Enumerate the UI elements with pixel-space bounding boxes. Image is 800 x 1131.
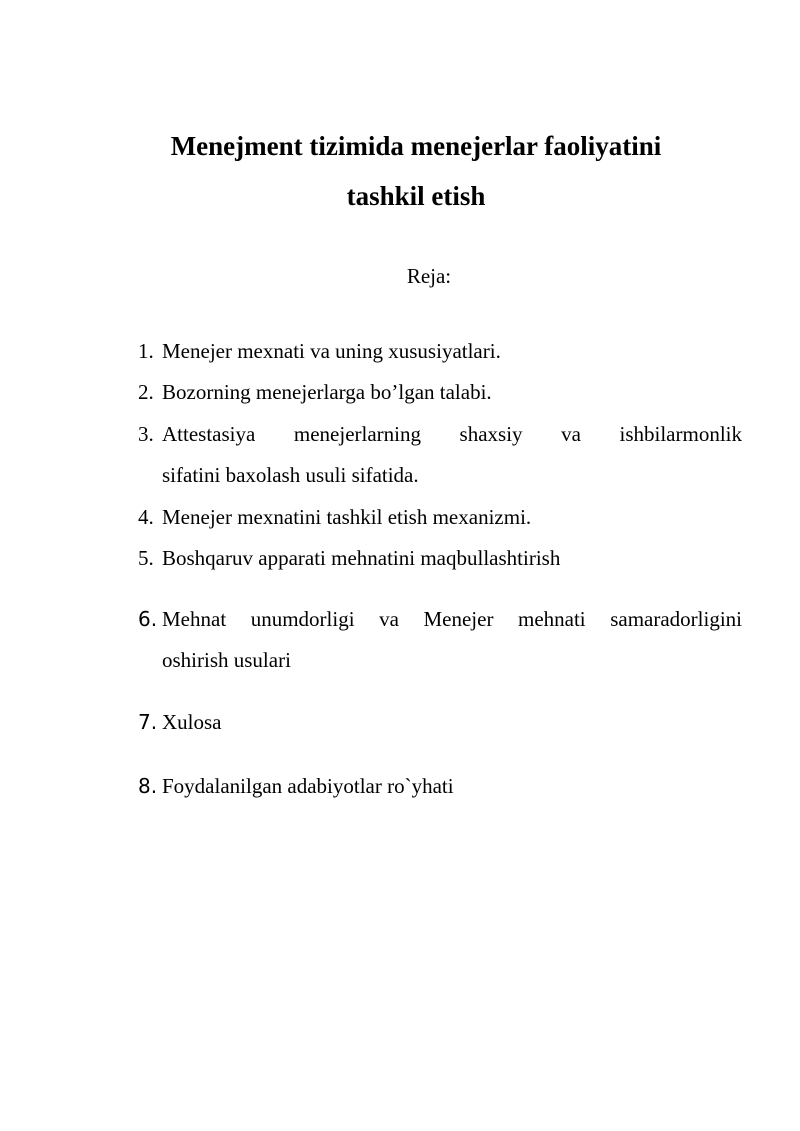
plan-item-text	[162, 414, 742, 496]
plan-item-6	[138, 599, 742, 681]
document-title-line-1: Menejment tizimida menejerlar faoliyatini	[170, 131, 662, 161]
plan-item-number: 1.	[138, 339, 154, 363]
plan-item-number: 7.	[138, 710, 158, 734]
plan-item-text	[162, 702, 742, 743]
plan-item-text	[162, 599, 742, 681]
plan-item-1	[138, 331, 742, 372]
plan-item-number: 5.	[138, 546, 154, 570]
plan-item-3	[138, 414, 742, 496]
plan-item-line: sifatini baxolash usuli sifatida.	[162, 463, 419, 487]
plan-item-5	[138, 538, 742, 579]
plan-item-2	[138, 372, 742, 413]
plan-item-line: Boshqaruv apparati mehnatini maqbullashtirish	[162, 546, 561, 570]
plan-item-text	[162, 538, 742, 579]
plan-item-text	[162, 766, 742, 807]
plan-item-8	[138, 766, 742, 807]
plan-item-text	[162, 372, 742, 413]
plan-item-line: Foydalanilgan adabiyotlar ro`yhati	[162, 774, 454, 798]
plan-item-line: Menejer mexnatini tashkil etish mexanizmi.	[162, 505, 532, 529]
plan-heading: Reja:	[406, 264, 452, 288]
plan-item-number: 6.	[138, 607, 158, 631]
plan-item-line: Attestasiya menejerlarning shaxsiy va ishbilarmonlik	[162, 422, 742, 446]
plan-item-number: 2.	[138, 380, 154, 404]
plan-item-text	[162, 331, 742, 372]
plan-item-line: Xulosa	[162, 710, 222, 734]
plan-item-number: 8.	[138, 774, 158, 798]
document-title-line-2: tashkil etish	[346, 181, 486, 211]
plan-item-4	[138, 497, 742, 538]
plan-item-line: Bozorning menejerlarga bo’lgan talabi.	[162, 380, 492, 404]
plan-item-number: 4.	[138, 505, 154, 529]
plan-item-number: 3.	[138, 422, 154, 446]
plan-item-line: oshirish usulari	[162, 648, 291, 672]
plan-item-line: Mehnat unumdorligi va Menejer mehnati samaradorligini	[162, 607, 742, 631]
plan-item-7	[138, 702, 742, 743]
plan-item-line: Menejer mexnati va uning xususiyatlari.	[162, 339, 501, 363]
plan-item-text	[162, 497, 742, 538]
